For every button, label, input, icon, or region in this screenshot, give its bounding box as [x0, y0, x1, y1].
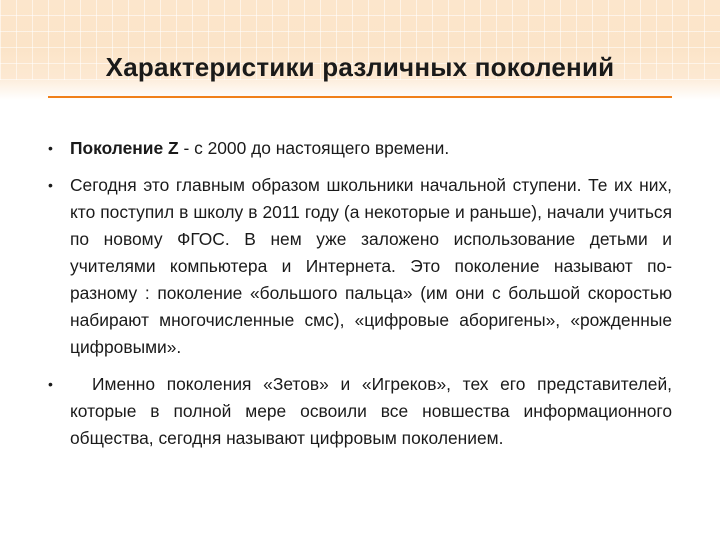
bullet-dot-icon: • — [48, 140, 53, 156]
title-divider — [48, 96, 672, 98]
bullet-dot-icon: • — [48, 376, 53, 392]
bullet-text: Сегодня это главным образом школьники начальной ступени. Те их них, кто поступил в школу в 2011 году (а некоторые и раньше), начали учиться по новому ФГОС. В нем уже заложено использование детьми и учителями компьютера и Интернета. Это поколение называют по-разному : поколение «большого пальца» (им они с большой скоростью набирают многочисленные смс), «цифровые аборигены», «рожденные цифровыми». — [70, 175, 672, 357]
bullet-item — [48, 135, 672, 162]
bullet-list — [48, 135, 672, 462]
bullet-text: Именно поколения «Зетов» и «Игреков», тех его представителей, которые в полной мере освоили все новшества информационного общества, сегодня называют цифровым поколением. — [70, 374, 672, 448]
bullet-text: - с 2000 до настоящего времени. — [178, 138, 450, 158]
bullet-dot-icon: • — [48, 177, 53, 193]
bullet-item — [48, 371, 672, 452]
bullet-item — [48, 172, 672, 361]
slide-title: Характеристики различных поколений — [105, 52, 615, 82]
bullet-bold-term: Поколение Z — [70, 138, 179, 158]
